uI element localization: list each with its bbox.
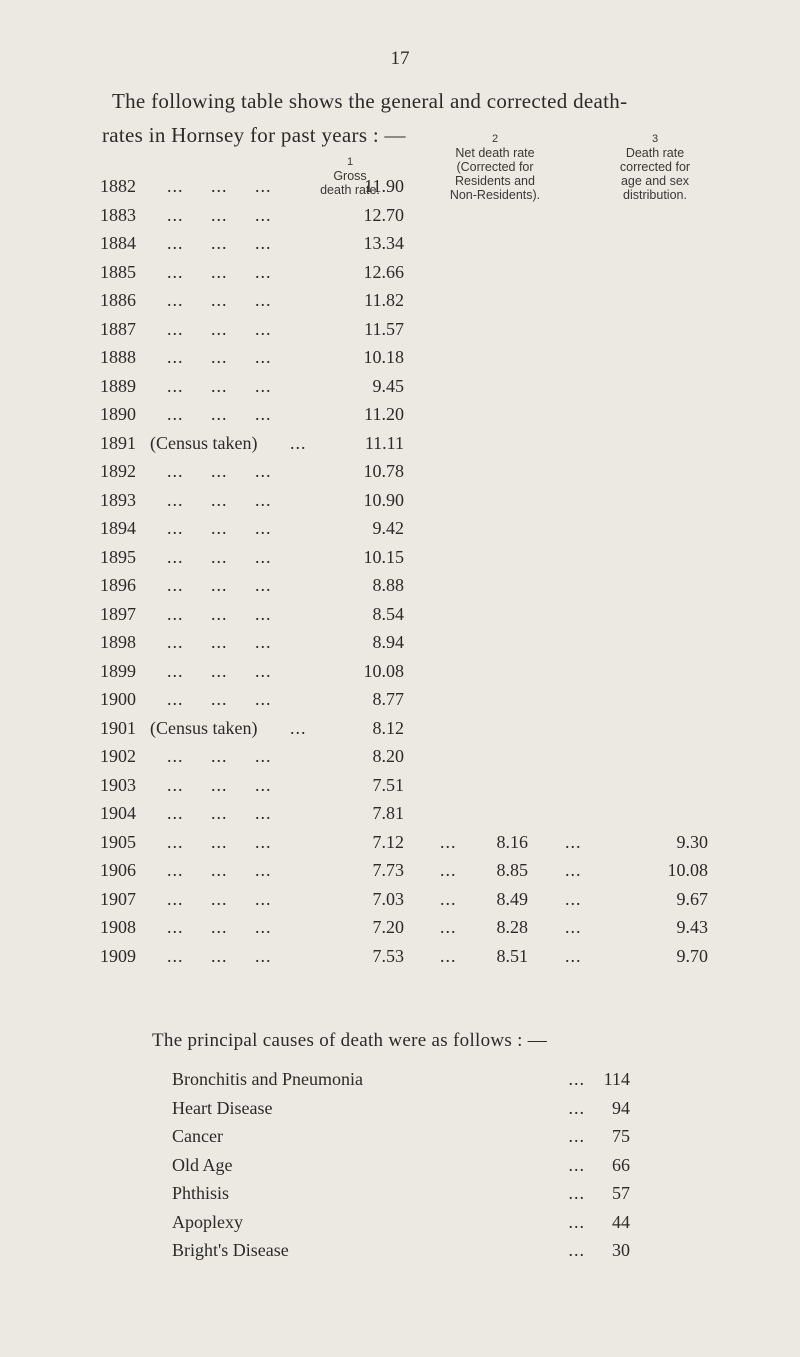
gross-rate-cell: 10.08 — [363, 660, 404, 681]
table-row — [0, 942, 800, 971]
year-cell: 1894 — [100, 518, 136, 538]
year-cell: 1890 — [100, 404, 136, 424]
gross-rate-cell: 11.57 — [364, 318, 404, 339]
year-cell: 1897 — [100, 603, 136, 624]
leader-dots: ... — [440, 917, 457, 937]
table-row — [0, 514, 800, 543]
net-rate-cell: 8.51 — [496, 945, 528, 966]
cause-count: 66 — [612, 1154, 630, 1175]
column-header-line: age and sex — [620, 174, 690, 188]
page-number: 17 — [390, 48, 410, 69]
year-cell: 1907 — [100, 888, 136, 909]
year-cell: 1891 — [100, 432, 136, 453]
year-cell: 1885 — [100, 261, 136, 282]
column-header-line: Death rate — [625, 146, 685, 160]
age-sex-rate-cell: 9.43 — [676, 917, 708, 937]
cause-count: 75 — [612, 1126, 630, 1146]
table-row — [0, 258, 800, 287]
table-row — [0, 201, 800, 230]
leader-dots: ... — [565, 888, 582, 909]
year-cell: 1882 — [100, 176, 136, 196]
year-cell: 1883 — [100, 204, 136, 225]
leader-dots: ... ... ... — [167, 290, 272, 310]
leader-dots: ... — [568, 1097, 585, 1118]
year-cell: 1893 — [100, 489, 136, 510]
leader-dots: ... — [568, 1240, 585, 1260]
column-number: 2 — [491, 133, 499, 145]
gross-rate-cell: 8.54 — [372, 603, 404, 624]
gross-rate-cell: 13.34 — [363, 233, 404, 253]
gross-rate-cell: 11.20 — [364, 404, 404, 424]
gross-rate-cell: 12.66 — [363, 261, 404, 282]
age-sex-rate-cell: 9.30 — [676, 831, 708, 852]
leader-dots: ... — [290, 432, 307, 453]
year-cell: 1887 — [100, 318, 136, 339]
table-row — [0, 571, 800, 600]
leader-dots: ... ... ... — [167, 803, 272, 823]
leader-dots: ... ... ... — [167, 945, 272, 966]
table-row — [0, 457, 800, 486]
leader-dots: ... — [565, 860, 582, 880]
leader-dots: ... — [440, 888, 457, 909]
list-item — [0, 1208, 800, 1237]
column-number: 1 — [346, 156, 354, 168]
causes-intro: The principal causes of death were as follows : — — [152, 1030, 548, 1051]
cause-name: Phthisis — [172, 1183, 230, 1203]
column-header-line: distribution. — [623, 188, 687, 202]
leader-dots: ... ... ... — [167, 233, 272, 253]
cause-name: Apoplexy — [172, 1211, 243, 1232]
intro-line-1: The following table shows the general and corrected death- — [112, 89, 628, 113]
column-header-line: Net death rate — [455, 146, 535, 160]
leader-dots: ... ... ... — [167, 347, 272, 367]
table-row — [0, 885, 800, 914]
gross-rate-cell: 11.82 — [364, 290, 404, 310]
census-note: (Census taken) — [150, 432, 258, 453]
table-row — [0, 742, 800, 771]
year-cell: 1886 — [100, 290, 136, 310]
table-row — [0, 400, 800, 429]
table-row — [0, 343, 800, 372]
gross-rate-cell: 8.77 — [372, 689, 404, 709]
leader-dots: ... ... ... — [167, 774, 272, 795]
gross-rate-cell: 7.73 — [372, 860, 404, 880]
table-row — [0, 628, 800, 657]
cause-name: Heart Disease — [172, 1097, 273, 1118]
leader-dots: ... ... ... — [167, 489, 272, 510]
table-row — [0, 771, 800, 800]
year-cell: 1900 — [100, 689, 136, 709]
net-rate-cell: 8.28 — [496, 917, 528, 937]
cause-name: Bright's Disease — [172, 1240, 289, 1260]
year-cell: 1905 — [100, 831, 136, 852]
leader-dots: ... — [568, 1126, 585, 1146]
census-note: (Census taken) — [150, 717, 258, 738]
column-header-line: death rate. — [320, 183, 380, 197]
cause-count: 114 — [603, 1069, 630, 1089]
age-sex-rate-cell: 10.08 — [667, 860, 708, 880]
year-cell: 1898 — [100, 632, 136, 652]
gross-rate-cell: 7.51 — [372, 774, 404, 795]
leader-dots: ... ... ... — [167, 204, 272, 225]
leader-dots: ... — [565, 945, 582, 966]
table-row — [0, 172, 800, 201]
table-row — [0, 714, 800, 743]
year-cell: 1895 — [100, 546, 136, 567]
leader-dots: ... ... ... — [167, 917, 272, 937]
year-cell: 1904 — [100, 803, 136, 823]
leader-dots: ... — [290, 717, 307, 738]
gross-rate-cell: 7.20 — [372, 917, 404, 937]
cause-count: 30 — [612, 1240, 630, 1260]
cause-count: 57 — [612, 1183, 630, 1203]
year-cell: 1901 — [100, 717, 136, 738]
leader-dots: ... — [440, 831, 457, 852]
causes-list — [0, 1065, 800, 1265]
gross-rate-cell: 9.42 — [372, 518, 404, 538]
net-rate-cell: 8.49 — [496, 888, 528, 909]
table-row — [0, 543, 800, 572]
list-item — [0, 1122, 800, 1151]
year-cell: 1909 — [100, 945, 136, 966]
gross-rate-cell: 7.53 — [372, 945, 404, 966]
gross-rate-cell: 11.11 — [364, 432, 404, 453]
list-item — [0, 1179, 800, 1208]
list-item — [0, 1094, 800, 1123]
column-header-line: (Corrected for — [456, 160, 534, 174]
gross-rate-cell: 7.81 — [372, 803, 404, 823]
year-cell: 1903 — [100, 774, 136, 795]
leader-dots: ... ... ... — [167, 518, 272, 538]
table-row — [0, 229, 800, 258]
list-item — [0, 1236, 800, 1265]
table-row — [0, 828, 800, 857]
leader-dots: ... ... ... — [167, 603, 272, 624]
gross-rate-cell: 8.88 — [372, 575, 404, 595]
table-row — [0, 486, 800, 515]
table-row — [0, 315, 800, 344]
table-row — [0, 657, 800, 686]
leader-dots: ... ... ... — [167, 575, 272, 595]
leader-dots: ... ... ... — [167, 546, 272, 567]
table-row — [0, 685, 800, 714]
table-row — [0, 913, 800, 942]
gross-rate-cell: 10.15 — [363, 546, 404, 567]
year-cell: 1889 — [100, 375, 136, 396]
gross-rate-cell: 7.12 — [372, 831, 404, 852]
year-cell: 1892 — [100, 461, 136, 481]
leader-dots: ... — [568, 1069, 585, 1089]
cause-count: 94 — [612, 1097, 630, 1118]
leader-dots: ... ... ... — [167, 461, 272, 481]
column-header-line: Residents and — [455, 174, 535, 188]
leader-dots: ... ... ... — [167, 860, 272, 880]
age-sex-rate-cell: 9.67 — [676, 888, 708, 909]
list-item — [0, 1065, 800, 1094]
table-row — [0, 286, 800, 315]
net-rate-cell: 8.85 — [496, 860, 528, 880]
leader-dots: ... — [568, 1154, 585, 1175]
year-cell: 1888 — [100, 347, 136, 367]
gross-rate-cell: 10.90 — [363, 489, 404, 510]
leader-dots: ... ... ... — [167, 689, 272, 709]
gross-rate-cell: 10.18 — [363, 347, 404, 367]
year-cell: 1902 — [100, 746, 136, 766]
leader-dots: ... ... ... — [167, 888, 272, 909]
leader-dots: ... ... ... — [167, 632, 272, 652]
column-header-line: Non-Residents). — [449, 188, 541, 202]
year-cell: 1896 — [100, 575, 136, 595]
leader-dots: ... ... ... — [167, 176, 272, 196]
gross-rate-cell: 12.70 — [363, 204, 404, 225]
gross-rate-cell: 10.78 — [363, 461, 404, 481]
table-row — [0, 372, 800, 401]
cause-name: Old Age — [172, 1154, 233, 1175]
leader-dots: ... — [565, 831, 582, 852]
cause-name: Bronchitis and Pneumonia — [172, 1069, 363, 1089]
year-cell: 1908 — [100, 917, 136, 937]
year-cell: 1899 — [100, 660, 136, 681]
net-rate-cell: 8.16 — [496, 831, 528, 852]
leader-dots: ... ... ... — [167, 261, 272, 282]
gross-rate-cell: 9.45 — [372, 375, 404, 396]
leader-dots: ... ... ... — [167, 318, 272, 339]
leader-dots: ... — [440, 945, 457, 966]
gross-rate-cell: 8.20 — [372, 746, 404, 766]
leader-dots: ... — [440, 860, 457, 880]
gross-rate-cell: 8.94 — [372, 632, 404, 652]
gross-rate-cell: 7.03 — [372, 888, 404, 909]
leader-dots: ... ... ... — [167, 375, 272, 396]
leader-dots: ... ... ... — [167, 404, 272, 424]
table-row — [0, 600, 800, 629]
leader-dots: ... ... ... — [167, 660, 272, 681]
leader-dots: ... — [568, 1211, 585, 1232]
leader-dots: ... ... ... — [167, 831, 272, 852]
year-cell: 1884 — [100, 233, 136, 253]
column-header-line: corrected for — [619, 160, 691, 174]
gross-rate-cell: 11.90 — [364, 176, 404, 196]
table-row — [0, 856, 800, 885]
cause-name: Cancer — [172, 1126, 223, 1146]
table-row — [0, 799, 800, 828]
cause-count: 44 — [612, 1211, 630, 1232]
year-cell: 1906 — [100, 860, 136, 880]
leader-dots: ... — [565, 917, 582, 937]
intro-line-2: rates in Hornsey for past years : — — [102, 123, 406, 147]
column-number: 3 — [651, 133, 659, 145]
list-item — [0, 1151, 800, 1180]
column-header-line: Gross — [333, 169, 367, 183]
leader-dots: ... ... ... — [167, 746, 272, 766]
table-row — [0, 429, 800, 458]
leader-dots: ... — [568, 1183, 585, 1203]
death-rate-table — [0, 172, 800, 970]
age-sex-rate-cell: 9.70 — [676, 945, 708, 966]
gross-rate-cell: 8.12 — [372, 717, 404, 738]
